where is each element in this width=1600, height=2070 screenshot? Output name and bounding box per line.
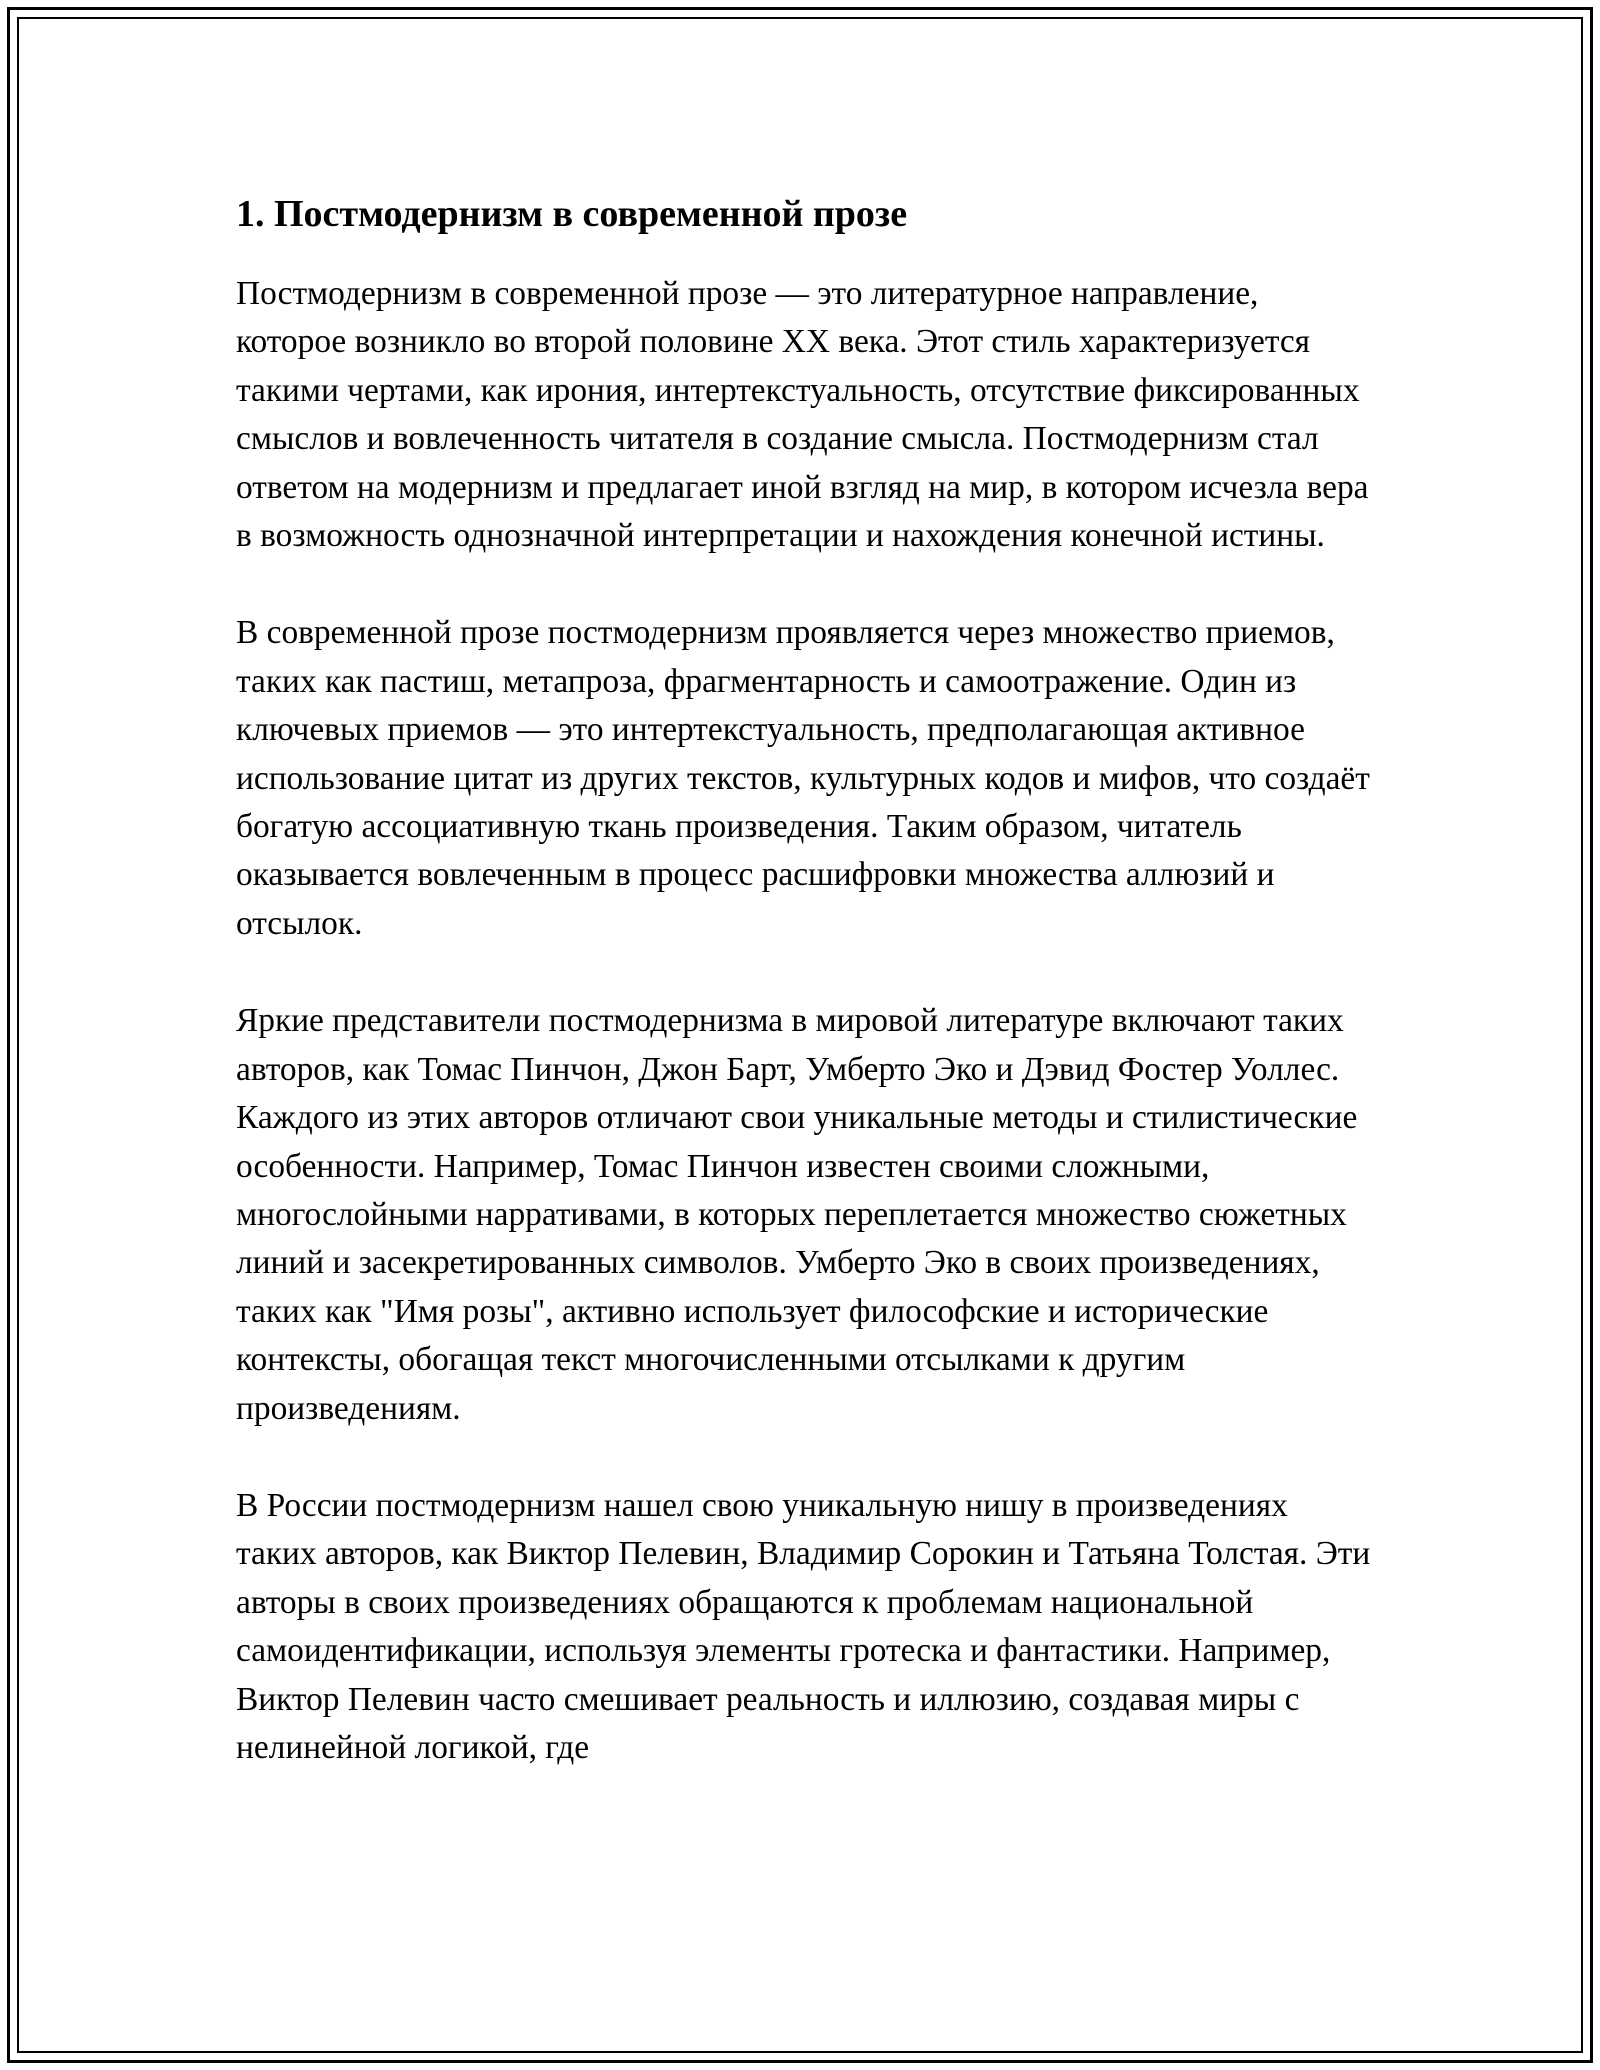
paragraph-russian-authors: В России постмодернизм нашел свою уникальную нишу в произведениях таких авторов, как Виктор Пелевин, Владимир Сорокин и Татьяна Толстая. Эти авторы в своих произведениях обращаются к проблемам национальной самоидентификации, используя элементы гротеска и фантастики. Например, Виктор Пелевин часто смешивает реальность и иллюзию, создавая миры с нелинейной логикой, где (236, 1486, 1371, 1766)
paragraph-techniques: В современной прозе постмодернизм проявляется через множество приемов, таких как пастиш, метапроза, фрагментарность и самоотражение. Один из ключевых приемов — это интертекстуальность, предполагающая активное использование цитат из других текстов, культурных кодов и мифов, что создаёт богатую ассоциативную ткань произведения. Таким образом, читатель оказывается вовлеченным в процесс расшифровки множества аллюзий и отсылок. (236, 614, 1370, 942)
section-heading: 1. Постмодернизм в современной прозе (236, 193, 908, 235)
document-body (236, 184, 1376, 1821)
paragraph-world-authors: Яркие представители постмодернизма в мировой литературе включают таких авторов, как Томас Пинчон, Джон Барт, Умберто Эко и Дэвид Фостер Уоллес. Каждого из этих авторов отличают свои уникальные методы и стилистические особенности. Например, Томас Пинчон известен своими сложными, многослойными нарративами, в которых переплетается множество сюжетных линий и засекретированных символов. Умберто Эко в своих произведениях, таких как "Имя розы", активно использует философские и исторические контексты, обогащая текст многочисленными отсылками к другим произведениям. (236, 1002, 1358, 1427)
paragraph-intro: Постмодернизм в современной прозе — это литературное направление, которое возникло во второй половине XX века. Этот стиль характеризуется такими чертами, как ирония, интертекстуальность, отсутствие фиксированных смыслов и вовлеченность читателя в создание смысла. Постмодернизм стал ответом на модернизм и предлагает иной взгляд на мир, в котором исчезла вера в возможность однозначной интерпретации и нахождения конечной истины. (236, 275, 1369, 555)
